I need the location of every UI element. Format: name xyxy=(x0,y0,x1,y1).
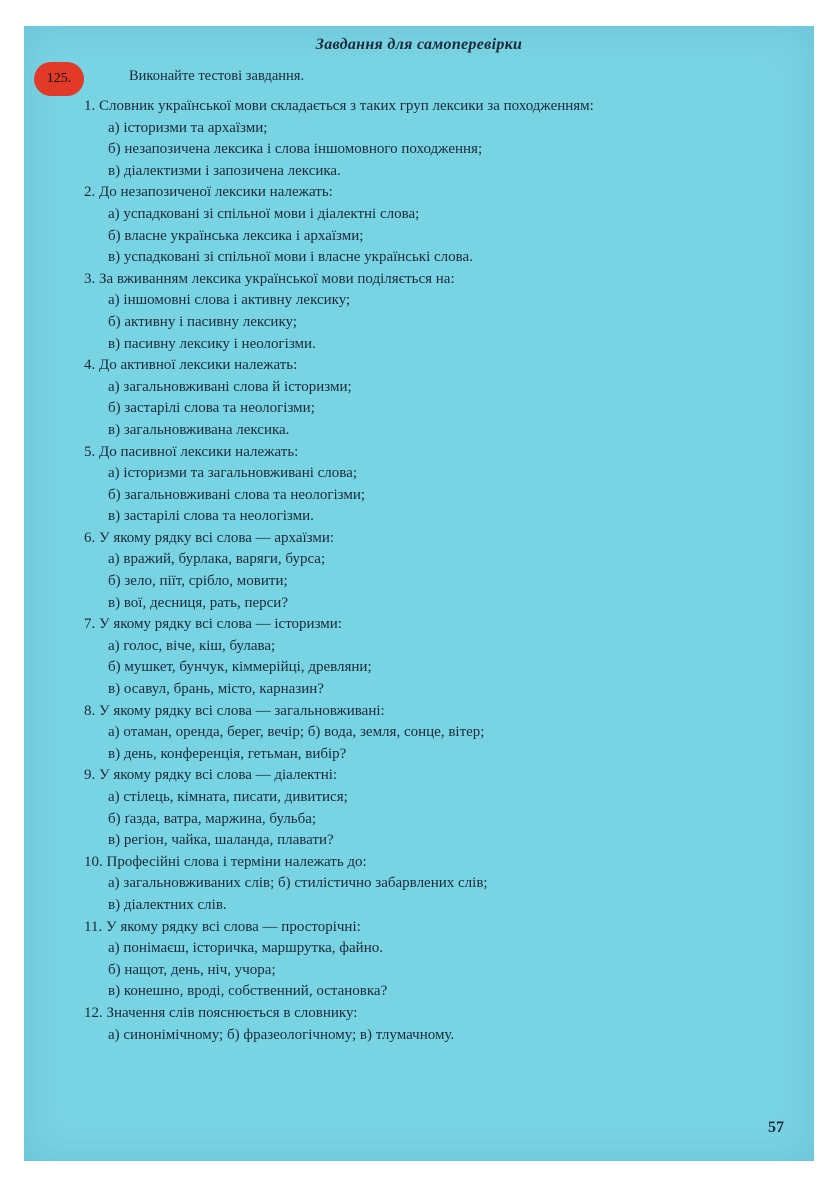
question-text: 6. У якому рядку всі слова — архаїзми: xyxy=(84,529,335,546)
answer-option: б) власне українська лексика і архаїзми; xyxy=(108,227,364,244)
answer-option: б) мушкет, бунчук, кіммерійці, древляни; xyxy=(108,659,372,676)
question-text: 5. До пасивної лексики належать: xyxy=(84,443,299,460)
answer-option: а) історизми та архаїзми; xyxy=(108,119,268,136)
answer-option: в) конешно, вроді, собственний, остановка? xyxy=(108,983,388,1000)
question-text: 8. У якому рядку всі слова — загальновживані: xyxy=(84,702,385,719)
answer-option: в) осавул, брань, місто, карназин? xyxy=(108,681,324,698)
textbook-page xyxy=(24,26,814,1161)
answer-option: а) отаман, оренда, берег, вечір; б) вода, земля, сонце, вітер; xyxy=(108,724,485,741)
answer-option: б) загальновживані слова та неологізми; xyxy=(108,486,366,503)
answer-option: в) діалектних слів. xyxy=(108,896,227,913)
answer-option: в) діалектизми і запозичена лексика. xyxy=(108,162,341,179)
question-text: 1. Словник української мови складається з таких груп лексики за походженням: xyxy=(84,98,594,114)
answer-option: а) понімаєш, історичка, маршрутка, файно. xyxy=(108,940,383,957)
answer-option: б) зело, піїт, срібло, мовити; xyxy=(108,573,288,590)
answer-option: б) застарілі слова та неологізми; xyxy=(108,400,315,417)
answer-option: в) день, конференція, гетьман, вибір? xyxy=(108,745,347,762)
answer-option: в) застарілі слова та неологізми. xyxy=(108,508,314,525)
question-text: 7. У якому рядку всі слова — історизми: xyxy=(84,616,342,633)
answer-option: а) стілець, кімната, писати, дивитися; xyxy=(108,789,348,805)
answer-option: в) загальновживана лексика. xyxy=(108,421,290,438)
exercise-number-badge: 125. xyxy=(34,62,84,96)
answer-option: а) загальновживані слова й історизми; xyxy=(108,378,352,395)
section-title: Завдання для самоперевірки xyxy=(315,36,523,53)
answer-option: б) активну і пасивну лексику; xyxy=(108,313,298,330)
answer-option: а) успадковані зі спільної мови і діалектні слова; xyxy=(108,205,420,222)
answer-option: а) іншомовні слова і активну лексику; xyxy=(108,292,351,309)
answer-option: а) вражий, бурлака, варяги, бурса; xyxy=(108,551,326,568)
question-text: 4. До активної лексики належать: xyxy=(84,357,298,374)
answer-option: в) регіон, чайка, шаланда, плавати? xyxy=(108,832,334,849)
answer-option: а) історизми та загальновживані слова; xyxy=(108,465,358,482)
question-text: 10. Професійні слова і терміни належать до: xyxy=(84,853,367,870)
test-questions xyxy=(24,96,814,1046)
question-text: 2. До незапозиченої лексики належать: xyxy=(84,184,333,201)
question-text: 9. У якому рядку всі слова — діалектні: xyxy=(84,767,338,784)
answer-option: в) пасивну лексику і неологізми. xyxy=(108,335,316,352)
answer-option: а) загальновживаних слів; б) стилістично забарвлених слів; xyxy=(108,875,488,892)
answer-option: б) незапозичена лексика і слова іншомовного походження; xyxy=(108,141,483,158)
answer-option: в) успадковані зі спільної мови і власне українські слова. xyxy=(108,249,473,266)
answer-option: в) вої, десниця, рать, перси? xyxy=(108,594,288,611)
page-number: 57 xyxy=(768,1119,784,1136)
answer-option: а) синонімічному; б) фразеологічному; в) тлумачному. xyxy=(108,1026,455,1043)
question-text: 11. У якому рядку всі слова — просторічні: xyxy=(84,918,361,935)
exercise-instruction: Виконайте тестові завдання. xyxy=(129,68,305,84)
question-text: 12. Значення слів пояснюється в словнику: xyxy=(84,1004,358,1021)
answer-option: б) нащот, день, ніч, учора; xyxy=(108,961,276,978)
answer-option: а) голос, віче, кіш, булава; xyxy=(108,637,276,654)
question-text: 3. За вживанням лексика української мови поділяється на: xyxy=(84,270,455,287)
answer-option: б) ґазда, ватра, маржина, бульба; xyxy=(108,810,317,827)
